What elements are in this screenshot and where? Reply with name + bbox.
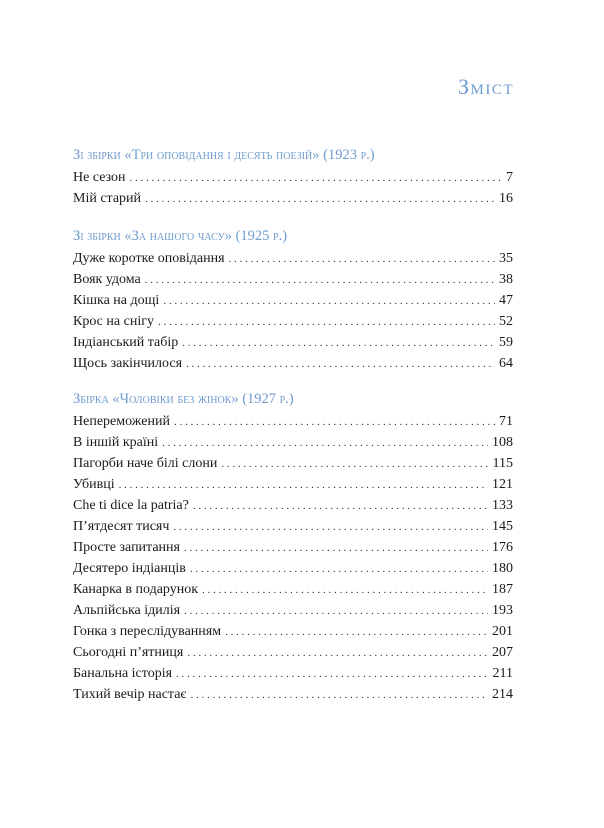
dot-leader <box>184 601 488 622</box>
entry-title: Мій старий <box>73 191 142 206</box>
entry-title: Пагорби наче білі слони <box>73 456 218 471</box>
entry-title: Непереможений <box>73 414 170 429</box>
dot-leader <box>193 496 488 517</box>
entry-page: 59 <box>499 335 513 350</box>
section-heading: Зі збірки «За нашого часу» (1925 р.) <box>73 228 288 244</box>
dot-leader <box>229 249 495 270</box>
toc-entry <box>73 269 513 290</box>
toc-entry <box>73 290 513 311</box>
dot-leader <box>145 189 495 210</box>
entry-title: Банальна історія <box>73 666 173 681</box>
entry-title: П’ятдесят тисяч <box>73 519 170 534</box>
toc-entry <box>73 353 513 374</box>
dot-leader <box>202 580 488 601</box>
entry-title: Десятеро індіанців <box>73 561 186 576</box>
dot-leader <box>225 622 488 643</box>
entry-title: Канарка в подарунок <box>73 582 199 597</box>
entry-page: 133 <box>492 498 513 513</box>
entry-page: 52 <box>499 314 513 329</box>
toc-entry <box>73 188 513 209</box>
dot-leader <box>145 270 495 291</box>
dot-leader <box>162 433 488 454</box>
dot-leader <box>221 454 488 475</box>
dot-leader <box>182 333 495 354</box>
entry-title: Дуже коротке оповідання <box>73 251 225 266</box>
toc-entry <box>73 684 513 705</box>
entry-title: Тихий вечір настає <box>73 687 187 702</box>
dot-leader <box>158 312 495 333</box>
dot-leader <box>190 559 488 580</box>
entry-page: 38 <box>499 272 513 287</box>
toc-section <box>73 143 513 209</box>
entry-title: Альпійська ідилія <box>73 603 181 618</box>
toc-entry <box>73 332 513 353</box>
toc-entry <box>73 432 513 453</box>
section-heading: Зі збірки «Три оповідання і десять поезій» (1923 р.) <box>73 147 375 163</box>
toc-section <box>73 387 513 705</box>
entry-page: 201 <box>492 624 513 639</box>
toc-entry <box>73 600 513 621</box>
dot-leader <box>130 168 502 189</box>
entry-title: Убивці <box>73 477 115 492</box>
toc-entry <box>73 558 513 579</box>
toc-entry <box>73 579 513 600</box>
entry-title: Сьогодні п’ятниця <box>73 645 184 660</box>
dot-leader <box>176 664 488 685</box>
toc-entry <box>73 474 513 495</box>
toc-entry <box>73 516 513 537</box>
entry-page: 47 <box>499 293 513 308</box>
entry-title: В іншій країні <box>73 435 159 450</box>
entry-page: 214 <box>492 687 513 702</box>
entry-page: 211 <box>492 666 513 681</box>
toc-entry <box>73 495 513 516</box>
entry-title: Che ti dice la patria? <box>73 498 189 513</box>
dot-leader <box>186 354 495 375</box>
toc-entry <box>73 663 513 684</box>
page-title: Зміст <box>457 74 514 99</box>
dot-leader <box>163 291 495 312</box>
toc-entry <box>73 311 513 332</box>
entry-page: 187 <box>492 582 513 597</box>
entry-title: Кішка на дощі <box>73 293 160 308</box>
entry-page: 71 <box>499 414 513 429</box>
dot-leader <box>173 517 488 538</box>
entry-title: Гонка з переслідуванням <box>73 624 222 639</box>
toc-entry <box>73 167 513 188</box>
entry-page: 108 <box>492 435 513 450</box>
entry-page: 35 <box>499 251 513 266</box>
entry-page: 115 <box>492 456 513 471</box>
toc-entry <box>73 642 513 663</box>
entry-title: Крос на снігу <box>73 314 154 329</box>
toc-entry <box>73 621 513 642</box>
entry-title: Індіанський табір <box>73 335 179 350</box>
entry-page: 193 <box>492 603 513 618</box>
entry-page: 145 <box>492 519 513 534</box>
entry-page: 180 <box>492 561 513 576</box>
dot-leader <box>174 412 495 433</box>
toc-entry <box>73 248 513 269</box>
entry-page: 121 <box>492 477 513 492</box>
entry-page: 64 <box>499 356 513 371</box>
toc-entry <box>73 453 513 474</box>
dot-leader <box>184 538 488 559</box>
entry-page: 176 <box>492 540 513 555</box>
toc-entry <box>73 537 513 558</box>
toc-entry <box>73 411 513 432</box>
entry-page: 16 <box>499 191 513 206</box>
entry-title: Щось закінчилося <box>73 356 183 371</box>
entry-page: 7 <box>506 170 513 185</box>
entry-title: Вояк удома <box>73 272 141 287</box>
section-heading: Збірка «Чоловіки без жінок» (1927 р.) <box>73 391 294 407</box>
dot-leader <box>119 475 488 496</box>
toc-section <box>73 224 513 374</box>
dot-leader <box>190 685 488 706</box>
entry-title: Не сезон <box>73 170 126 185</box>
entry-page: 207 <box>492 645 513 660</box>
entry-title: Просте запитання <box>73 540 180 555</box>
dot-leader <box>187 643 488 664</box>
